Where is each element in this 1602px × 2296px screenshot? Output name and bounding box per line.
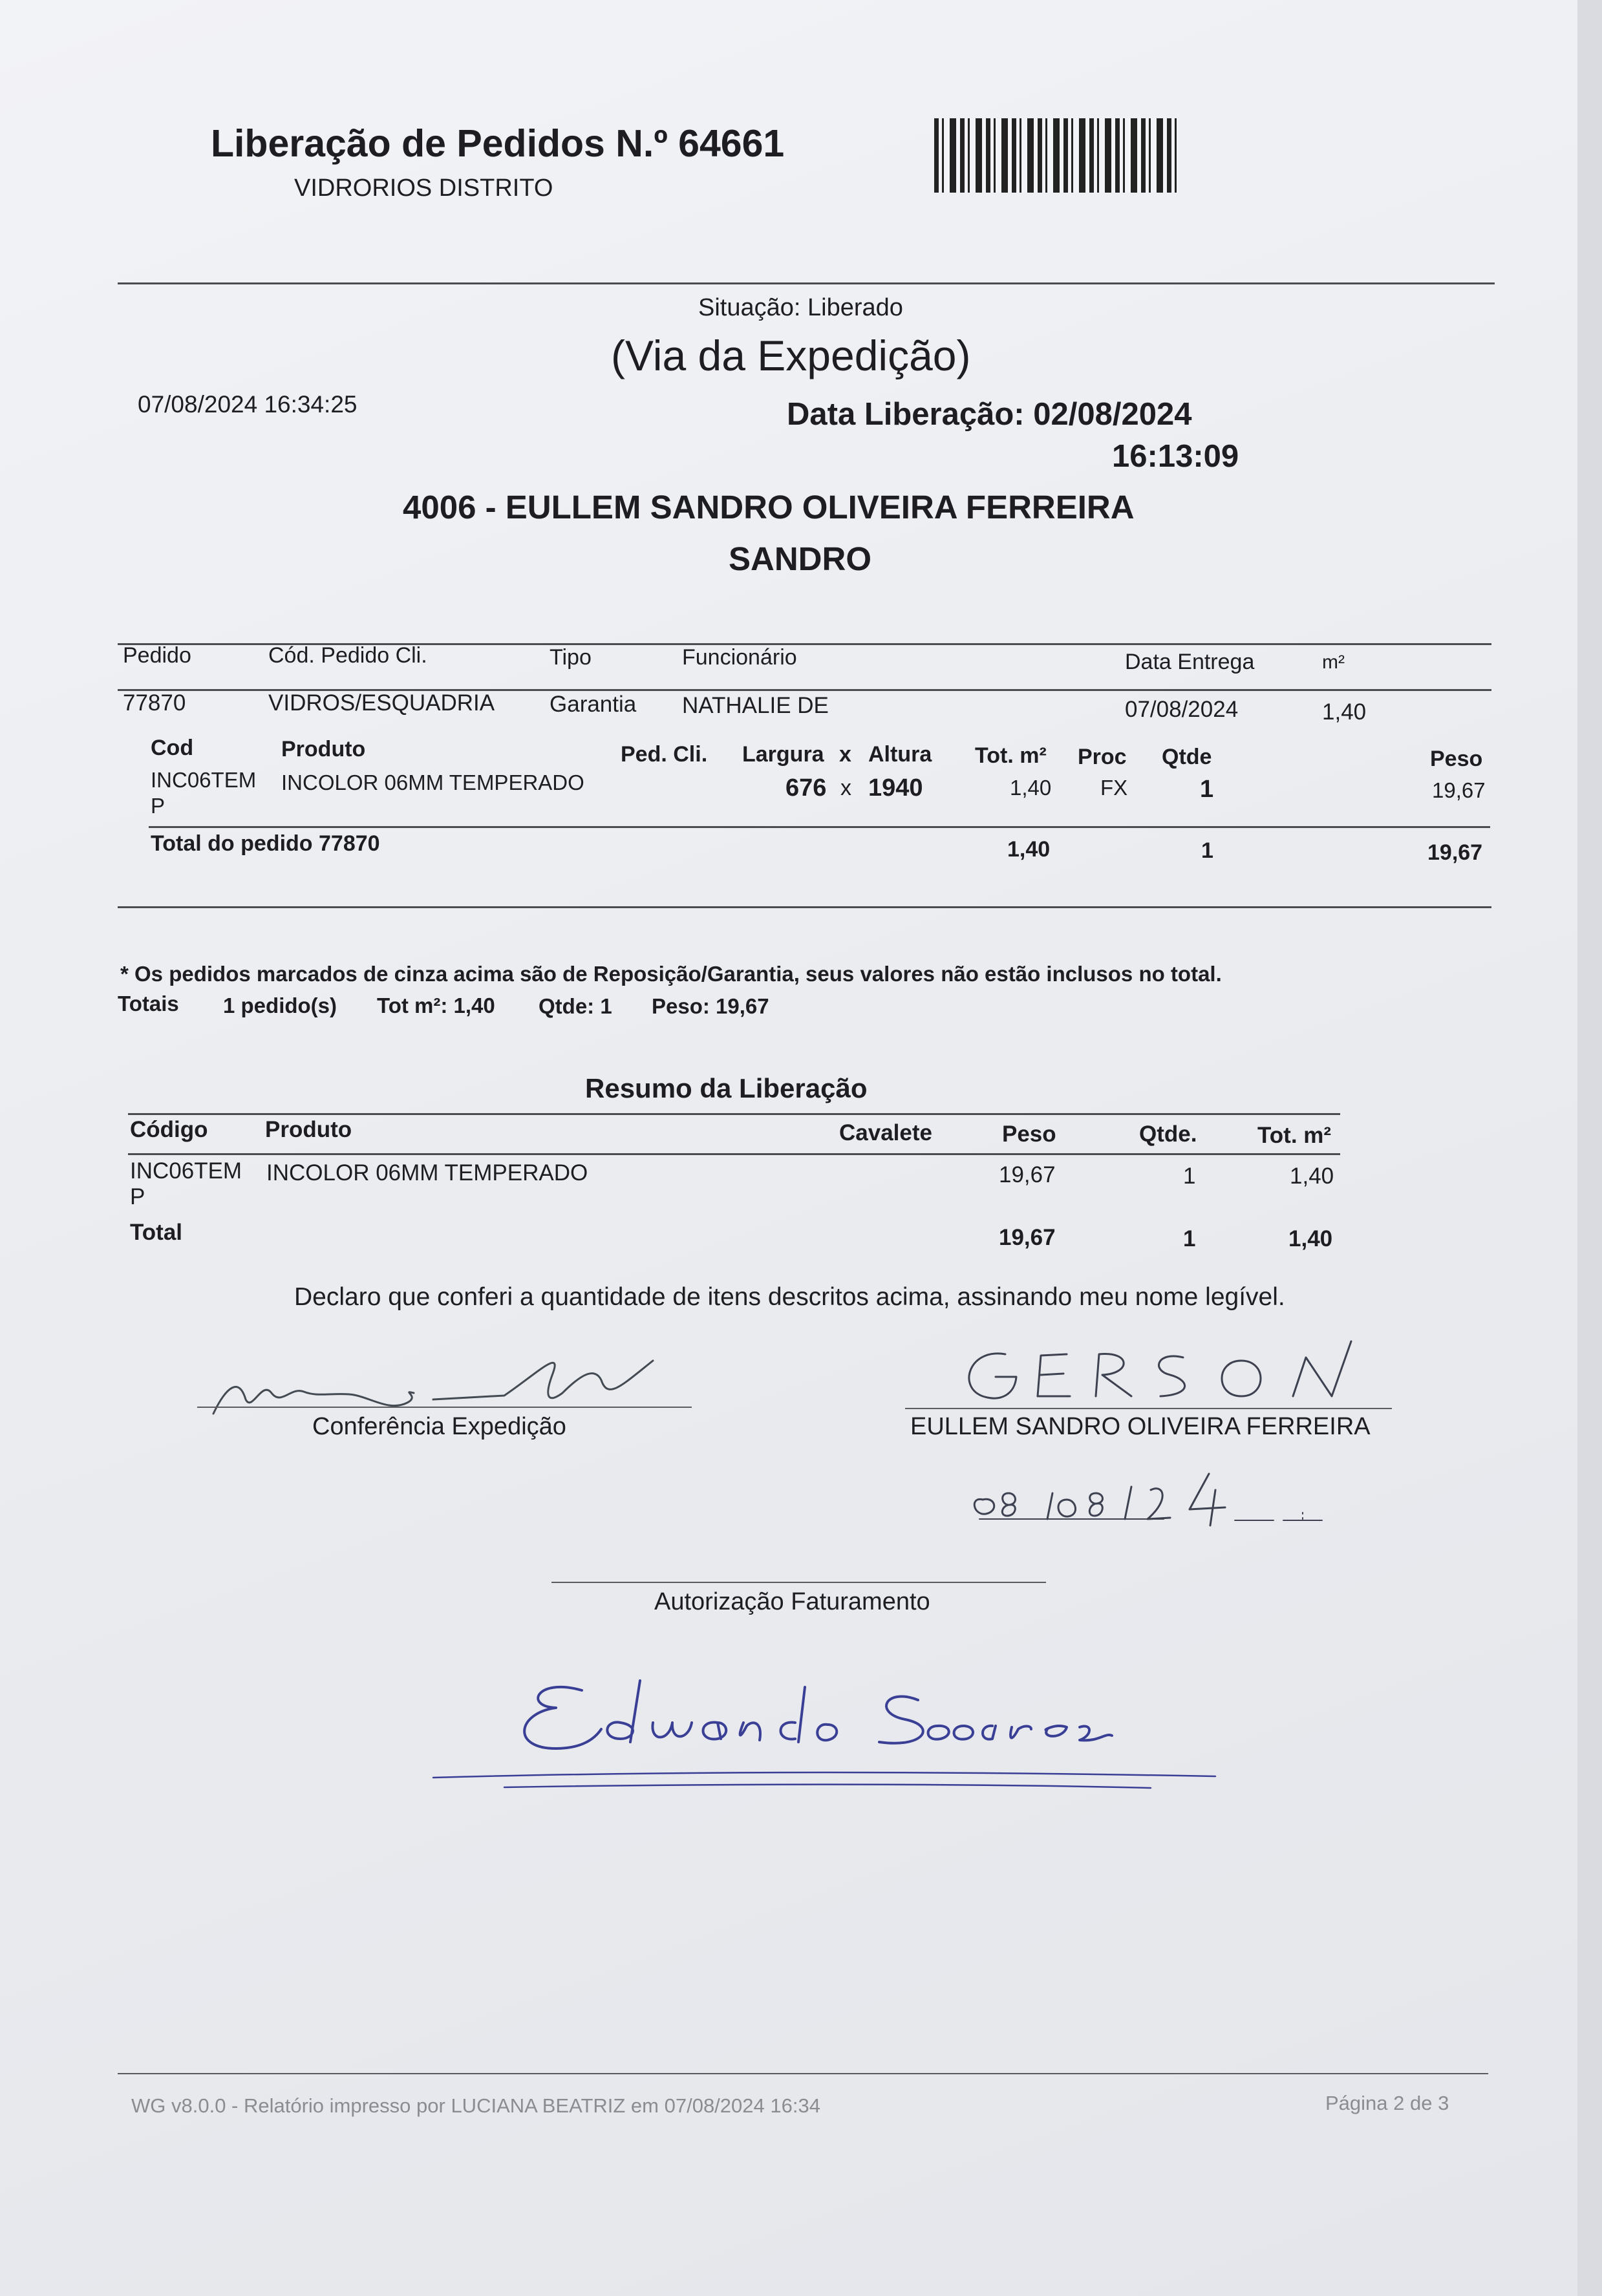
order-cod-pedido-cli: VIDROS/ESQUADRIA: [268, 690, 495, 716]
item-cod-line1: INC06TEM: [151, 768, 257, 792]
expedition-signature-line: [197, 1407, 692, 1408]
footer-printed-by: WG v8.0.0 - Relatório impresso por LUCIANA BEATRIZ em 07/08/2024 16:34: [131, 2094, 820, 2117]
client-name: 4006 - EULLEM SANDRO OLIVEIRA FERREIRA: [403, 489, 1135, 526]
summary-produto: INCOLOR 06MM TEMPERADO: [266, 1160, 588, 1185]
order-funcionario: NATHALIE DE: [682, 693, 829, 718]
status-text: Situação: Liberado: [698, 294, 903, 321]
items-total-qtde: 1: [1201, 838, 1213, 863]
items-total-line: [149, 826, 1490, 828]
gerson-handwriting: [944, 1335, 1383, 1412]
declaration-text: Declaro que conferi a quantidade de itens descritos acima, assinando meu nome legível.: [294, 1283, 1285, 1311]
summary-total-label: Total: [130, 1220, 183, 1245]
summary-codigo-line1: INC06TEM: [130, 1158, 242, 1184]
footer-page-number: Página 2 de 3: [1325, 2092, 1449, 2114]
summary-col-cavalete: Cavalete: [839, 1120, 932, 1145]
summary-col-peso: Peso: [1002, 1121, 1056, 1147]
totals-qtde: Qtde: 1: [539, 994, 612, 1018]
client-signature-label: EULLEM SANDRO OLIVEIRA FERREIRA: [910, 1413, 1371, 1440]
col-cod-pedido-cli: Cód. Pedido Cli.: [268, 643, 427, 668]
summary-col-codigo: Código: [130, 1117, 208, 1142]
item-produto: INCOLOR 06MM TEMPERADO: [281, 771, 584, 794]
items-total-peso: 19,67: [1427, 840, 1483, 865]
item-tot-m2: 1,40: [1010, 776, 1052, 800]
col-largura: Largura: [742, 742, 824, 767]
summary-col-tot-m2: Tot. m²: [1257, 1123, 1332, 1148]
summary-col-produto: Produto: [265, 1117, 352, 1142]
totals-peso: Peso: 19,67: [652, 994, 769, 1018]
summary-qtde: 1: [1183, 1164, 1196, 1189]
order-m2: 1,40: [1322, 699, 1367, 725]
handwritten-date: [970, 1461, 1332, 1532]
client-nickname: SANDRO: [729, 540, 872, 577]
col-pedido: Pedido: [123, 643, 191, 668]
scan-edge: [1577, 0, 1602, 2296]
col-ped-cli: Ped. Cli.: [621, 742, 708, 767]
item-proc: FX: [1100, 776, 1128, 800]
summary-total-peso: 19,67: [999, 1225, 1056, 1250]
item-x: x: [840, 776, 851, 800]
authorization-signature: [427, 1668, 1228, 1797]
authorization-line: [551, 1582, 1046, 1583]
order-pedido: 77870: [123, 690, 186, 716]
col-tot-m2: Tot. m²: [975, 743, 1047, 768]
totals-tot-m2: Tot m²: 1,40: [377, 994, 495, 1017]
col-peso: Peso: [1430, 747, 1483, 771]
totals-pedidos: 1 pedido(s): [223, 994, 337, 1017]
summary-top-line: [128, 1113, 1340, 1115]
expedition-label: Conferência Expedição: [312, 1413, 566, 1440]
via-title: (Via da Expedição): [611, 332, 971, 379]
col-x: x: [839, 742, 851, 767]
summary-total-tot-m2: 1,40: [1288, 1226, 1333, 1251]
col-m2: m²: [1322, 652, 1345, 673]
barcode: [934, 118, 1179, 193]
item-cod-line2: P: [151, 794, 166, 818]
order-tipo: Garantia: [550, 692, 637, 717]
col-data-entrega: Data Entrega: [1125, 650, 1255, 674]
release-date: Data Liberação: 02/08/2024: [787, 397, 1192, 432]
document-title: Liberação de Pedidos N.º 64661: [211, 122, 785, 165]
summary-tot-m2: 1,40: [1290, 1164, 1334, 1189]
authorization-label: Autorização Faturamento: [654, 1588, 930, 1615]
col-cod: Cod: [151, 736, 194, 760]
summary-peso: 19,67: [999, 1162, 1056, 1187]
footer-line: [118, 2073, 1488, 2074]
summary-total-qtde: 1: [1183, 1226, 1196, 1251]
summary-title: Resumo da Liberação: [585, 1073, 868, 1103]
items-total-tot-m2: 1,40: [1007, 837, 1051, 862]
client-signature-line: [905, 1408, 1392, 1409]
summary-header-line: [128, 1153, 1340, 1155]
replacement-note: * Os pedidos marcados de cinza acima são de Reposição/Garantia, seus valores não estão inclusos no total.: [120, 962, 1222, 986]
col-tipo: Tipo: [550, 645, 592, 670]
item-altura: 1940: [868, 774, 923, 802]
items-total-label: Total do pedido 77870: [151, 831, 380, 856]
col-funcionario: Funcionário: [682, 645, 797, 670]
order-data-entrega: 07/08/2024: [1125, 697, 1239, 722]
header-divider: [118, 282, 1495, 284]
item-largura: 676: [785, 774, 827, 802]
col-proc: Proc: [1078, 745, 1127, 769]
company-name: VIDRORIOS DISTRITO: [294, 175, 553, 202]
col-produto: Produto: [281, 737, 366, 761]
col-qtde: Qtde: [1162, 745, 1212, 769]
item-qtde: 1: [1200, 776, 1214, 803]
order-section-bottom-line: [118, 906, 1491, 908]
print-datetime: 07/08/2024 16:34:25: [138, 391, 358, 418]
col-altura: Altura: [868, 742, 932, 767]
summary-codigo-line2: P: [130, 1184, 145, 1209]
authorization-signature-text: [0, 0, 47, 7]
item-peso: 19,67: [1432, 778, 1486, 802]
summary-col-qtde: Qtde.: [1139, 1121, 1197, 1147]
totals-label: Totais: [118, 992, 179, 1015]
release-time: 16:13:09: [1112, 439, 1239, 474]
